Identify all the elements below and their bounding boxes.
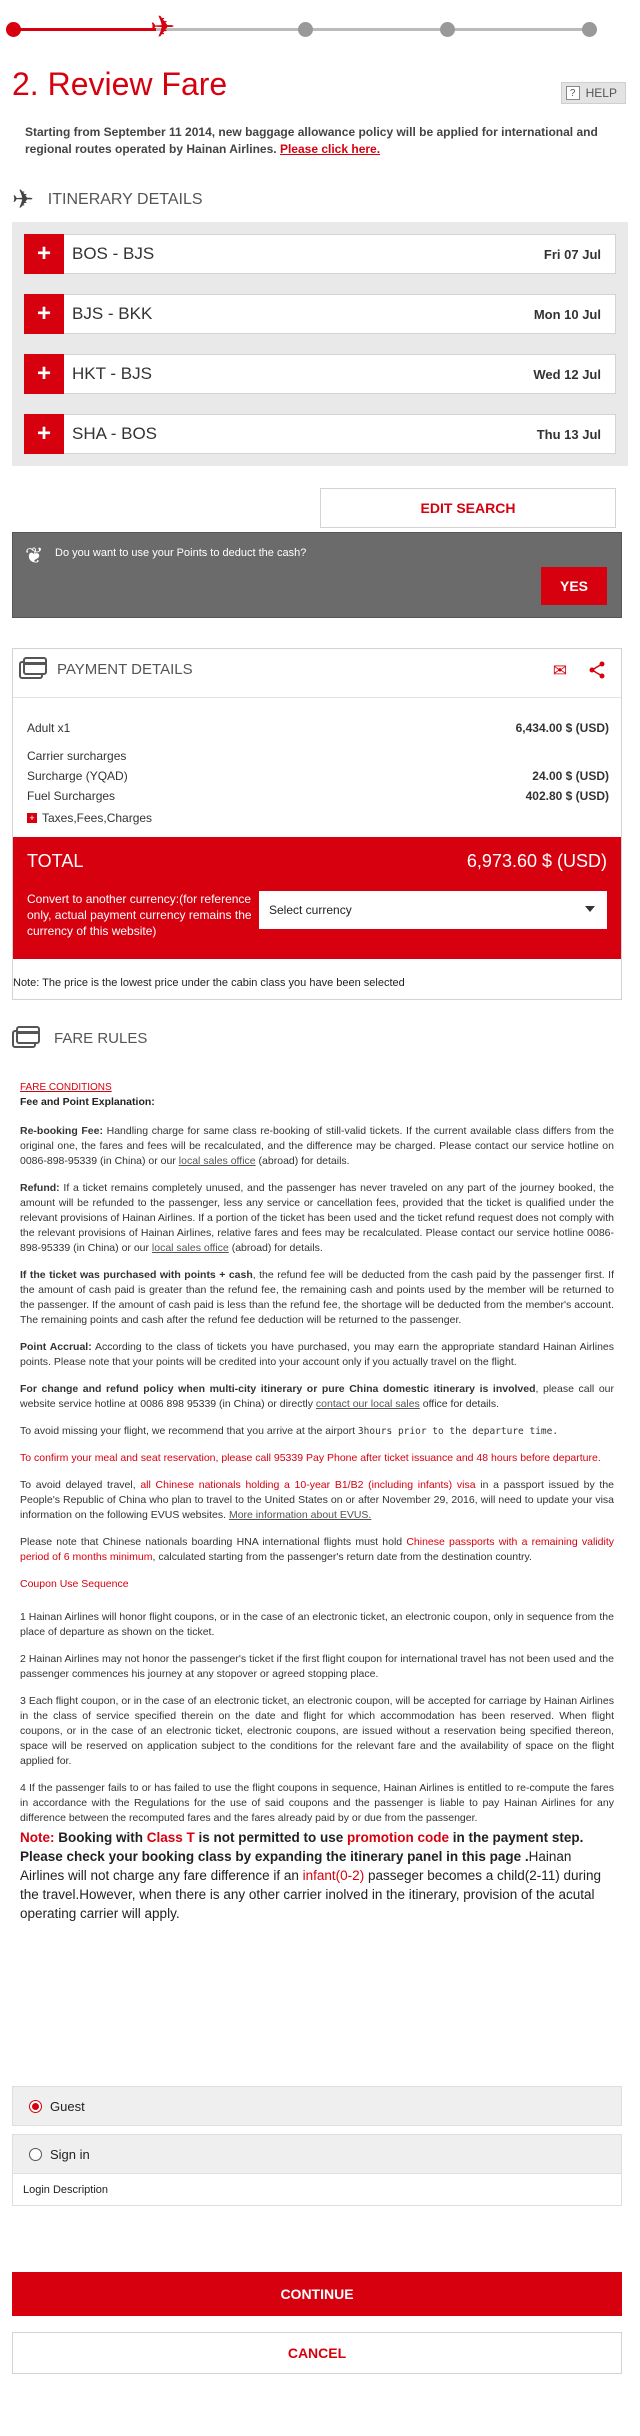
evus-text: in a passport issued by the People's Republic of China who plan to travel to the United States on or after November 29, 2016, will need to update your visa information on the following EVUS websites. xyxy=(20,1479,615,1521)
question-icon: ? xyxy=(566,86,580,100)
price-note: Note: The price is the lowest price under the cabin class you have been selected xyxy=(13,977,405,989)
points-question: Do you want to use your Points to deduct the cash? xyxy=(55,547,307,559)
divider xyxy=(13,697,621,698)
fuel-value: 402.80 $ (USD) xyxy=(525,789,609,803)
accrual-label: Point Accrual: xyxy=(20,1341,92,1353)
route-date: Thu 13 Jul xyxy=(536,426,601,442)
route-row[interactable] xyxy=(24,294,616,334)
airplane-icon: ✈ xyxy=(12,184,34,214)
coupon-rule-2: 2 Hainan Airlines may not honor the passenger's ticket if the first flight coupon for international travel has not been used and the passenger commences his journey at any stopover or agreed stopping place. xyxy=(20,1653,614,1680)
currency-selected: Select currency xyxy=(269,903,352,917)
local-sales-link[interactable]: local sales office xyxy=(178,1155,256,1167)
plus-icon[interactable]: + xyxy=(24,234,64,274)
infant-label: infant(0-2) xyxy=(302,1868,365,1883)
meal-paragraph: To confirm your meal and seat reservation, please call 95339 Pay Phone after ticket issuance and 48 hours before departure. xyxy=(20,1452,601,1464)
note-label: Note: xyxy=(20,1830,55,1845)
route-date: Fri 07 Jul xyxy=(543,246,601,262)
airport-time: 3hours prior to the departure time. xyxy=(357,1426,559,1437)
plus-icon[interactable]: + xyxy=(24,294,64,334)
route-row[interactable] xyxy=(24,234,616,274)
payment-heading xyxy=(19,657,193,681)
surcharge-value: 24.00 $ (USD) xyxy=(532,769,609,783)
signin-option[interactable] xyxy=(12,2134,622,2174)
accrual-paragraph xyxy=(20,1340,614,1370)
fee-point-title: Fee and Point Explanation: xyxy=(20,1096,155,1108)
route-code: HKT - BJS xyxy=(72,364,152,383)
points-cash-paragraph xyxy=(20,1268,614,1328)
fuel-label: Fuel Surcharges xyxy=(27,789,116,803)
adult-fare-row xyxy=(27,721,609,735)
note-text-2: is not permitted to use xyxy=(194,1830,348,1845)
refund-tail: (abroad) for details. xyxy=(228,1242,323,1254)
progress-bar xyxy=(0,0,640,60)
note-text-4: Hainan Airlines will not charge any fare difference if an xyxy=(20,1849,572,1883)
convert-text: Convert to another currency:(for reference only, actual payment currency remains the currency of this website) xyxy=(27,892,252,938)
airport-text: To avoid missing your flight, we recommend that you arrive at the airport xyxy=(20,1425,358,1437)
refund-label: Refund: xyxy=(20,1182,60,1194)
guest-option[interactable] xyxy=(12,2086,622,2126)
class-t: Class T xyxy=(146,1830,195,1845)
progress-fill xyxy=(12,28,156,31)
route-row[interactable] xyxy=(24,354,616,394)
note-text-5: passeger becomes a child(2-11) during the travel.However, when there is any other carrier inolved in the itinerary, provision of the acutal operating carrier will apply. xyxy=(20,1868,602,1921)
passport-tail: , calculated starting from the passenger's return date from the destination country. xyxy=(152,1551,532,1563)
radio-icon[interactable] xyxy=(29,2148,42,2161)
surcharge-row xyxy=(27,769,609,783)
refund-text: If a ticket remains completely unused, and the passenger has never traveled on any part of the journey booked, the amount will be refunded to the passenger, less any service or cancellation fees, provided that the ticket is qualified under the relevant provisions of Hainan Airlines. If a portion of the ticket has been used and the ticket refund request does not comply with the relevant provisions of Hainan Airlines, relative fares and fees may be recalculated. Please contact our service hotline 0086-898-95339 (in China) or our xyxy=(20,1182,614,1254)
card-icon xyxy=(19,657,47,681)
passport-pre: Please note that Chinese nationals boarding HNA international flights must hold xyxy=(20,1536,407,1548)
currency-select[interactable] xyxy=(259,891,607,929)
step-4-dot xyxy=(440,22,455,37)
note-text-1: Booking with xyxy=(54,1830,147,1845)
fuel-surcharge-row xyxy=(27,789,609,803)
plus-icon[interactable]: + xyxy=(24,354,64,394)
coupon-rule-4: 4 If the passenger fails to or has failed to use the flight coupons in sequence, Hainan Airlines is entitled to re-compute the fares in accordance with the Regulations for the use of said coupons and the passenger is liable to pay Hainan Airlines for any difference between the recomputed fares and the fares already paid by or due from the passenger. xyxy=(20,1782,614,1824)
card-icon xyxy=(12,1026,40,1050)
multicity-paragraph xyxy=(20,1382,614,1412)
passport-highlight: Chinese passports with a remaining validity period of 6 months minimum xyxy=(20,1536,614,1563)
yes-button[interactable]: YES xyxy=(541,567,607,605)
multicity-tail: office for details. xyxy=(419,1398,499,1410)
note-text-3: in the payment step. Please check your booking class by expanding the itinerary panel in this page . xyxy=(20,1830,584,1864)
step-3-dot xyxy=(298,22,313,37)
coupon-rule-1: 1 Hainan Airlines will honor flight coupons, or in the case of an electronic ticket, an electronic coupon, only in sequence from the place of departure as shown on the ticket. xyxy=(20,1611,614,1638)
route-code: SHA - BOS xyxy=(72,424,158,443)
class-t-note xyxy=(20,1828,614,1923)
evus-paragraph xyxy=(20,1478,614,1523)
carrier-label: Carrier surcharges xyxy=(27,749,127,763)
wing-icon: ❦ xyxy=(25,543,44,568)
cancel-button[interactable]: CANCEL xyxy=(12,2332,622,2374)
coupon-rule-3: 3 Each flight coupon, or in the case of an electronic ticket, an electronic coupon, will be accepted for carriage by Hainan Airlines in the class of service specified therein on the date and flight for which accommodation has been reserved. When flight coupons, or in the case of an electronic ticket, electronic coupons, are issued without a reservation being specified thereon, space will be reserved on application subject to the conditions for the relevant fare and the availability of space on the flight applied for. xyxy=(20,1695,614,1767)
payment-details-panel xyxy=(12,648,622,1000)
local-sales-link[interactable]: local sales office xyxy=(151,1242,229,1254)
signin-label: Sign in xyxy=(50,2146,90,2162)
rebooking-text: Handling charge for same class re-booking of still-valid tickets. If the current available class differs from the original one, the fares and fees will be recalculated, and the difference may be charged. Please contact our service hotline on 0086-898-95339 (in China) or our xyxy=(20,1125,614,1167)
airplane-icon: ✈ xyxy=(150,11,176,44)
airport-paragraph xyxy=(20,1424,614,1439)
coupon-heading: Coupon Use Sequence xyxy=(20,1578,129,1590)
taxes-label: Taxes,Fees,Charges xyxy=(42,811,153,825)
fare-rules-heading xyxy=(12,1026,147,1050)
multicity-label: For change and refund policy when multi-city itinerary or pure China domestic itinerary is involved xyxy=(20,1383,536,1395)
refund-paragraph xyxy=(20,1181,614,1256)
itinerary-panel xyxy=(12,222,628,466)
mail-icon[interactable]: ✉ xyxy=(552,661,567,680)
plus-icon[interactable]: + xyxy=(24,414,64,454)
help-button[interactable] xyxy=(561,82,626,104)
evus-highlight: all Chinese nationals holding a 10-year B1/B2 (including infants) visa xyxy=(140,1479,476,1491)
step-5-dot xyxy=(582,22,597,37)
contact-local-sales-link[interactable]: contact our local sales xyxy=(315,1398,420,1410)
help-label: HELP xyxy=(585,86,617,100)
multicity-text: , please call our website service hotline at 0086 898 95339 (in China) or directly xyxy=(20,1383,615,1410)
payment-actions xyxy=(553,661,605,681)
itinerary-title: ITINERARY DETAILS xyxy=(47,190,203,208)
fare-rules-body xyxy=(20,1080,614,1935)
payment-title: PAYMENT DETAILS xyxy=(57,660,193,678)
points-panel xyxy=(12,532,622,618)
total-panel xyxy=(13,837,621,959)
radio-selected-icon[interactable] xyxy=(29,2100,42,2113)
rebooking-paragraph xyxy=(20,1124,614,1169)
taxes-toggle[interactable] xyxy=(27,811,152,825)
total-value: 6,973.60 $ (USD) xyxy=(466,851,607,871)
guest-label: Guest xyxy=(50,2098,85,2114)
login-description: Login Description xyxy=(12,2174,622,2206)
chevron-down-icon xyxy=(585,906,595,912)
fare-conditions-link[interactable]: FARE CONDITIONS xyxy=(20,1082,112,1093)
plus-icon: + xyxy=(27,813,37,823)
accrual-text: According to the class of tickets you have purchased, you may earn the appropriate standard Hainan Airlines points. Please note that your points will be credited into your account only if you actually travel on the flight. xyxy=(20,1341,615,1368)
notice-text: Starting from September 11 2014, new baggage allowance policy will be applied for international and regional routes operated by Hainan Airlines. xyxy=(25,125,598,156)
adult-label: Adult x1 xyxy=(27,721,71,735)
carrier-surcharge-row xyxy=(27,749,609,763)
rebooking-label: Re-booking Fee: xyxy=(20,1125,103,1137)
step-1-dot xyxy=(6,22,21,37)
fare-rules-title: FARE RULES xyxy=(54,1029,148,1047)
evus-link[interactable]: More information about EVUS. xyxy=(228,1509,372,1521)
surcharge-label: Surcharge (YQAD) xyxy=(27,769,128,783)
route-code: BJS - BKK xyxy=(72,304,153,323)
promotion-code: promotion code xyxy=(347,1830,450,1845)
itinerary-heading xyxy=(12,184,203,215)
route-code: BOS - BJS xyxy=(72,244,155,263)
passport-paragraph xyxy=(20,1535,614,1565)
baggage-notice xyxy=(25,124,615,158)
evus-pre: To avoid delayed travel, xyxy=(20,1479,141,1491)
edit-search-button[interactable]: EDIT SEARCH xyxy=(320,488,616,528)
route-date: Mon 10 Jul xyxy=(533,306,601,322)
notice-link[interactable]: Please click here. xyxy=(279,142,381,156)
rebooking-tail: (abroad) for details. xyxy=(255,1155,350,1167)
continue-button[interactable]: CONTINUE xyxy=(12,2272,622,2316)
route-row[interactable] xyxy=(24,414,616,454)
page-title: 2. Review Fare xyxy=(12,66,228,102)
adult-value: 6,434.00 $ (USD) xyxy=(515,721,609,735)
points-cash-text: , the refund fee will be deducted from the cash paid by the passenger first. If the amount of cash paid is greater than the refund fee, the remaining cash and points used by the member will be returned to the passenger. If the amount of cash paid is less than the refund fee, the shortage will be deducted from the member's account. The remaining points and cash after the refund fee deduction will be returned to the passenger. xyxy=(20,1269,614,1326)
total-label: TOTAL xyxy=(27,851,84,871)
points-cash-label: If the ticket was purchased with points + cash xyxy=(20,1269,253,1281)
route-date: Wed 12 Jul xyxy=(533,366,601,382)
share-icon[interactable] xyxy=(589,661,605,679)
